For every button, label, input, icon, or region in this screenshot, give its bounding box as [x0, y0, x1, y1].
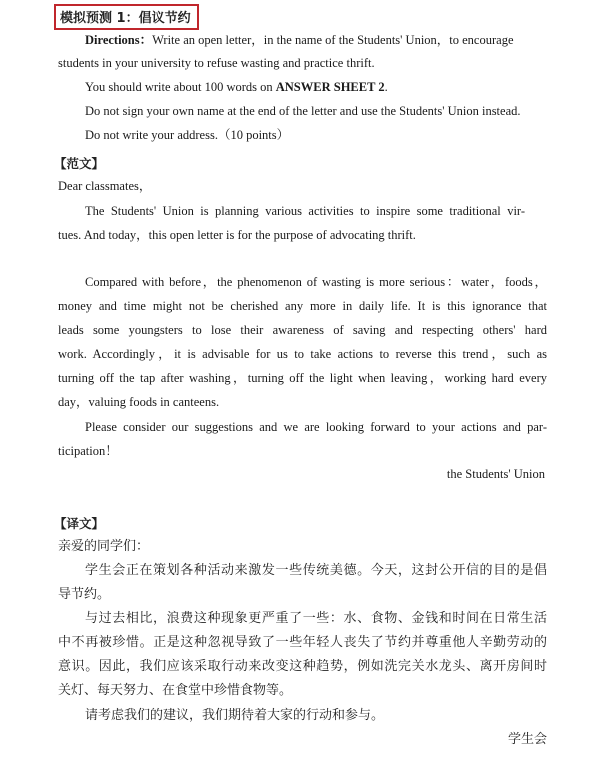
essay-p2-line-3: leads some youngsters to lose their awareness of saving and respecting others' hard: [58, 323, 547, 337]
essay-p3-line-2: ticipation！: [58, 444, 118, 458]
essay-p1-line-1: The Students' Union is planning various activities to inspire some traditional vir-: [85, 204, 525, 218]
essay-p1-line-2: tues. And today，this open letter is for the purpose of advocating thrift.: [58, 228, 416, 242]
translation-p2-line-1: 与过去相比，浪费这种现象更严重了一些：水、食物、金钱和时间在日常生活: [85, 611, 547, 626]
essay-p2-line-1: Compared with before，the phenomenon of wasting is more serious：water，foods，: [85, 275, 547, 289]
directions-line-5: Do not write your address.（10 points）: [85, 128, 290, 142]
directions-line-2: students in your university to refuse wasting and practice thrift.: [58, 56, 375, 70]
essay-p2-line-4: work. Accordingly，it is advisable for us to take actions to reverse this trend，such as: [58, 347, 547, 361]
essay-p2-line-2: money and time might not be cherished any more in daily life. It is this ignorance that: [58, 299, 547, 313]
translation-p2-line-2: 中不再被珍惜。正是这种忽视导致了一些年轻人丧失了节约并尊重他人辛勤劳动的: [58, 635, 547, 650]
translation-salutation: 亲爱的同学们：: [58, 539, 150, 554]
essay-salutation: Dear classmates，: [58, 179, 152, 193]
page-title: 模拟预测 1：倡议节约: [54, 4, 199, 30]
translation-p2-line-3: 意识。因此，我们应该采取行动来改变这种趋势，例如洗完关水龙头、离开房间时: [58, 659, 547, 674]
translation-heading: 【译文】: [54, 516, 105, 531]
model-essay-heading: 【范文】: [54, 156, 105, 171]
translation-p1-line-2: 导节约。: [58, 587, 111, 602]
translation-p1-line-1: 学生会正在策划各种活动来激发一些传统美德。今天，这封公开信的目的是倡: [85, 563, 547, 578]
translation-signature: 学生会: [507, 732, 547, 747]
directions-line-1: Directions：Write an open letter，in the name of the Students' Union，to encourage: [85, 33, 514, 47]
translation-p3: 请考虑我们的建议，我们期待着大家的行动和参与。: [85, 708, 385, 723]
directions-line-4: Do not sign your own name at the end of the letter and use the Students' Union instead.: [85, 104, 521, 118]
essay-p3-line-1: Please consider our suggestions and we are looking forward to your actions and par-: [85, 420, 547, 434]
directions-label: Directions：: [85, 33, 153, 47]
essay-p2-line-5: turning off the tap after washing，turning off the light when leaving，working hard every: [58, 371, 547, 385]
essay-signature: the Students' Union: [446, 467, 545, 481]
essay-p2-line-6: day，valuing foods in canteens.: [58, 395, 220, 409]
answer-sheet-label: ANSWER SHEET 2: [275, 80, 385, 94]
translation-p2-line-4: 关灯、每天努力、在食堂中珍惜食物等。: [58, 683, 293, 698]
directions-line-3: You should write about 100 words on ANSWER SHEET 2.: [85, 80, 388, 94]
